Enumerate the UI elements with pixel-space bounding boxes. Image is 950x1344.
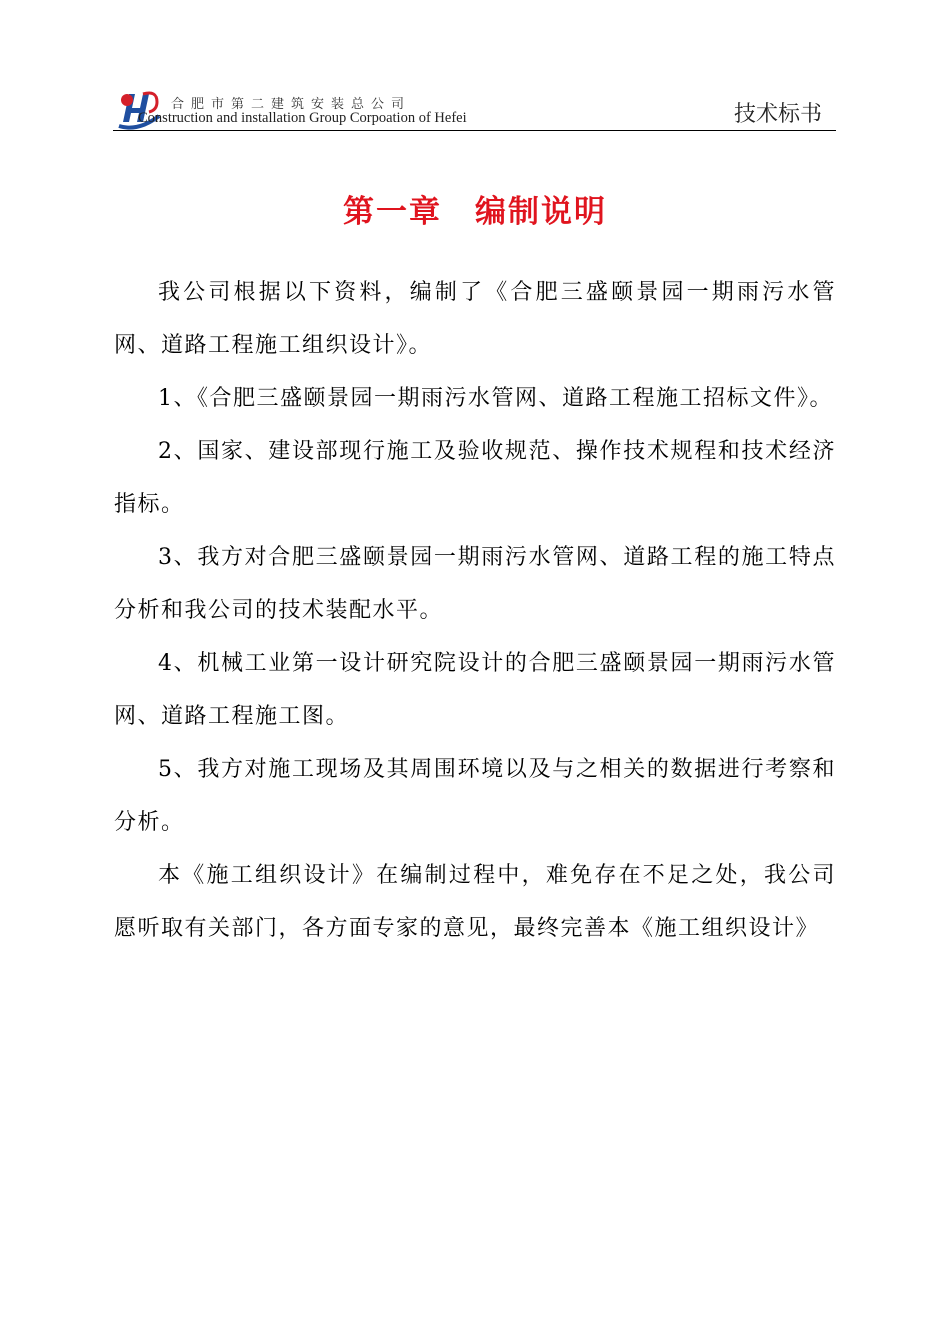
closing-paragraph: 本《施工组织设计》在编制过程中，难免存在不足之处，我公司愿听取有关部门，各方面专家的意见，最终完善本《施工组织设计》 [114,863,836,941]
chapter-title: 第一章 编制说明 [343,194,607,230]
company-name-cn: 合肥市第二建筑安装总公司 [171,97,412,112]
document-body [114,266,836,955]
header-divider [113,130,836,131]
list-item: 1、《合肥三盛颐景园一期雨污水管网、道路工程施工招标文件》。 [158,386,833,411]
list-item: 4、机械工业第一设计研究院设计的合肥三盛颐景园一期雨污水管网、道路工程施工图。 [114,651,836,729]
document-type-label: 技术标书 [733,102,822,127]
company-name-en: Construction and installation Group Corpoation of Hefei [138,110,467,126]
list-item: 2、国家、建设部现行施工及验收规范、操作技术规程和技术经济指标。 [114,439,836,517]
page-header [113,80,836,132]
intro-paragraph: 我公司根据以下资料，编制了《合肥三盛颐景园一期雨污水管网、道路工程施工组织设计》。 [114,280,836,358]
list-item: 5、我方对施工现场及其周围环境以及与之相关的数据进行考察和分析。 [114,757,836,835]
list-item: 3、我方对合肥三盛颐景园一期雨污水管网、道路工程的施工特点分析和我公司的技术装配水平。 [114,545,836,623]
